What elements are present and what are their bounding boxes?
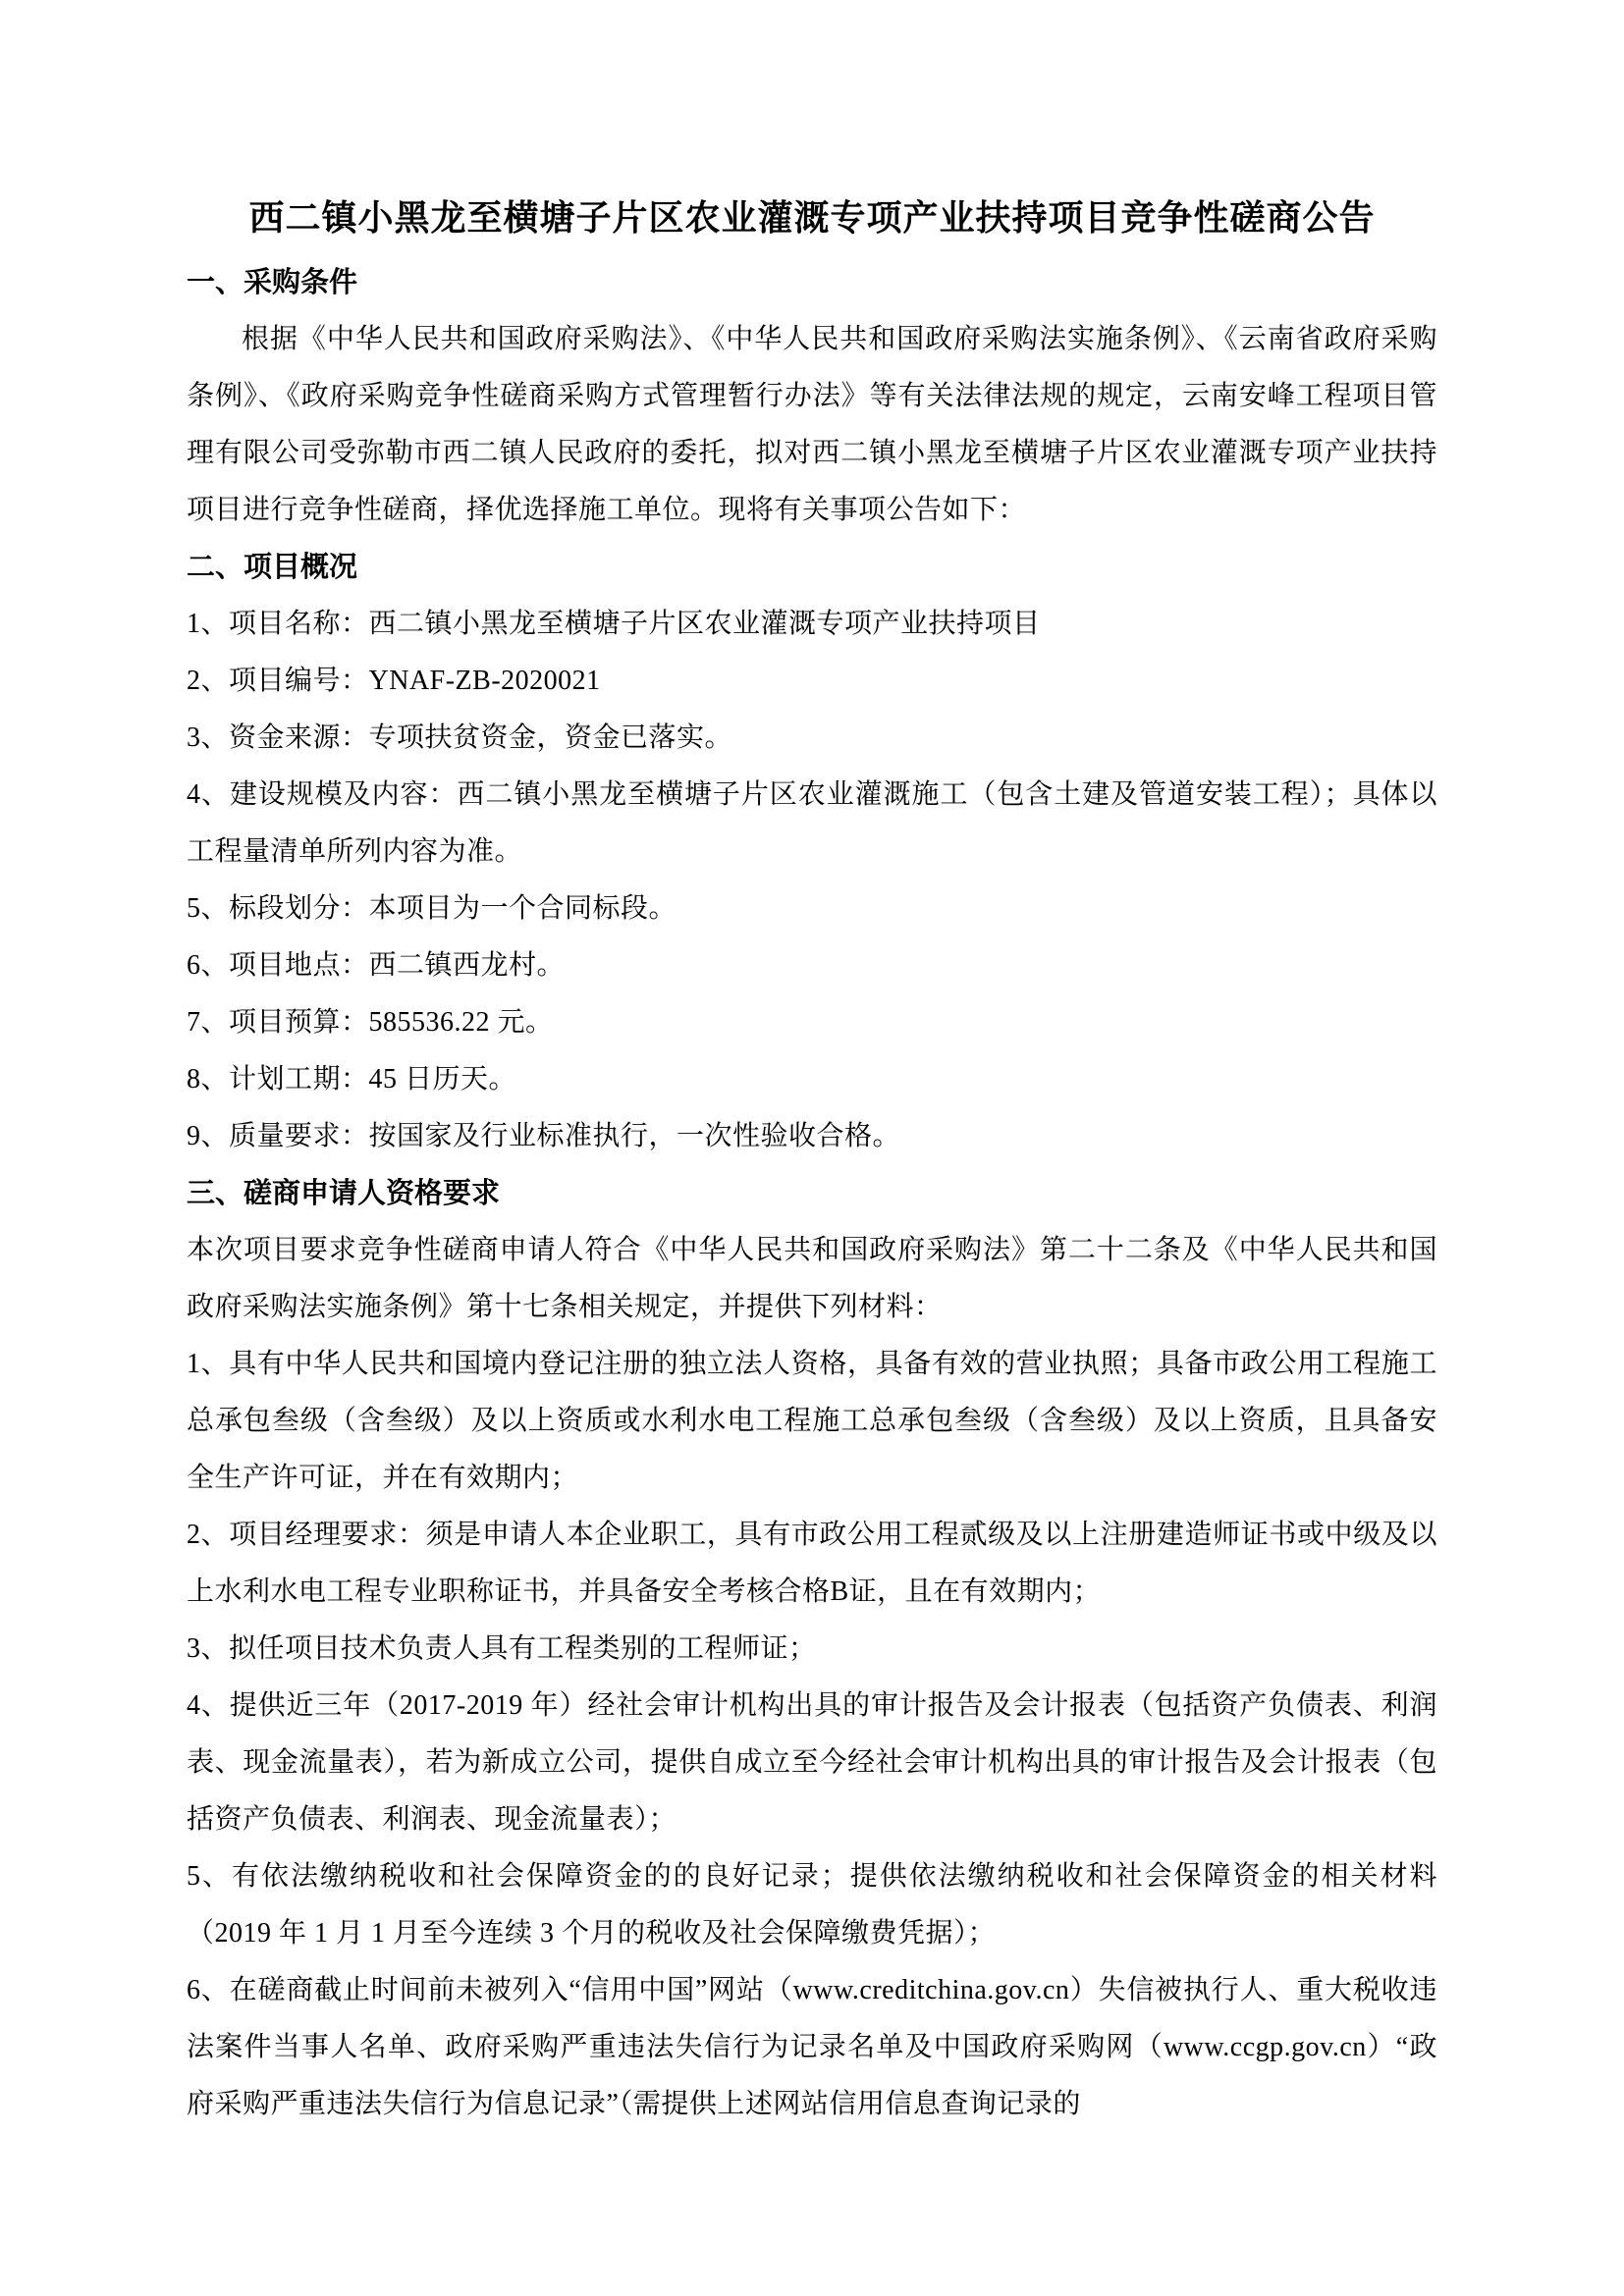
paragraph-qualification-tax-social-security: 5、有依法缴纳税收和社会保障资金的的良好记录；提供依法缴纳税收和社会保障资金的相关材料（2019 年 1 月 1 月至今连续 3 个月的税收及社会保障缴费凭据）； <box>187 1861 1437 1949</box>
paragraph-qualification-legal-entity: 1、具有中华人民共和国境内登记注册的独立法人资格，具备有效的营业执照；具备市政公用工程施工总承包叁级（含叁级）及以上资质或水利水电工程施工总承包叁级（含叁级）及以上资质，且具备安全生产许可证，并在有效期内； <box>187 1349 1437 1493</box>
paragraph-planned-duration: 8、计划工期：45 日历天。 <box>187 1064 517 1095</box>
paragraph-project-location: 6、项目地点：西二镇西龙村。 <box>187 950 566 981</box>
paragraph-funding-source: 3、资金来源：专项扶贫资金，资金已落实。 <box>187 722 733 753</box>
paragraph-project-name: 1、项目名称：西二镇小黑龙至横塘子片区农业灌溉专项产业扶持项目 <box>187 609 1041 639</box>
paragraph-procurement-basis: 根据《中华人民共和国政府采购法》、《中华人民共和国政府采购法实施条例》、《云南省政府采购条例》、《政府采购竞争性磋商采购方式管理暂行办法》等有关法律法规的规定，云南安峰工程项目管理有限公司受弥勒市西二镇人民政府的委托，拟对西二镇小黑龙至横塘子片区农业灌溉专项产业扶持项目进行竞争性磋商，择优选择施工单位。现将有关事项公告如下： <box>187 324 1437 525</box>
document-title: 西二镇小黑龙至横塘子片区农业灌溉专项产业扶持项目竞争性磋商公告 <box>248 197 1376 238</box>
paragraph-project-number: 2、项目编号：YNAF-ZB-2020021 <box>187 666 601 696</box>
paragraph-qualification-credit-records: 6、在磋商截止时间前未被列入“信用中国”网站（www.creditchina.gov.cn）失信被执行人、重大税收违法案件当事人名单、政府采购严重违法失信行为记录名单及中国政府采购网（www.ccgp.gov.cn）“政府采购严重违法失信行为信息记录”（需提供上述网站信用信息查询记录的 <box>187 1975 1437 2119</box>
paragraph-construction-scope: 4、建设规模及内容：西二镇小黑龙至横塘子片区农业灌溉施工（包含土建及管道安装工程）；具体以工程量清单所列内容为准。 <box>187 779 1437 867</box>
paragraph-quality-requirements: 9、质量要求：按国家及行业标准执行，一次性验收合格。 <box>187 1121 901 1151</box>
paragraph-bid-sections: 5、标段划分：本项目为一个合同标段。 <box>187 893 677 924</box>
paragraph-qualification-intro: 本次项目要求竞争性磋商申请人符合《中华人民共和国政府采购法》第二十二条及《中华人民共和国政府采购法实施条例》第十七条相关规定，并提供下列材料： <box>187 1235 1437 1322</box>
paragraph-qualification-project-manager: 2、项目经理要求：须是申请人本企业职工，具有市政公用工程贰级及以上注册建造师证书或中级及以上水利水电工程专业职称证书，并具备安全考核合格B证，且在有效期内； <box>187 1520 1437 1607</box>
section-heading-procurement-conditions: 一、采购条件 <box>187 267 358 298</box>
section-heading-project-overview: 二、项目概况 <box>187 552 358 583</box>
paragraph-qualification-audit-reports: 4、提供近三年（2017-2019 年）经社会审计机构出具的审计报告及会计报表（包括资产负债表、利润表、现金流量表），若为新成立公司，提供自成立至今经社会审计机构出具的审计报告及会计报表（包括资产负债表、利润表、现金流量表）； <box>187 1690 1437 1835</box>
paragraph-qualification-technical-lead: 3、拟任项目技术负责人具有工程类别的工程师证； <box>187 1633 817 1664</box>
paragraph-project-budget: 7、项目预算：585536.22 元。 <box>187 1007 554 1038</box>
section-heading-applicant-qualifications: 三、磋商申请人资格要求 <box>187 1178 501 1209</box>
